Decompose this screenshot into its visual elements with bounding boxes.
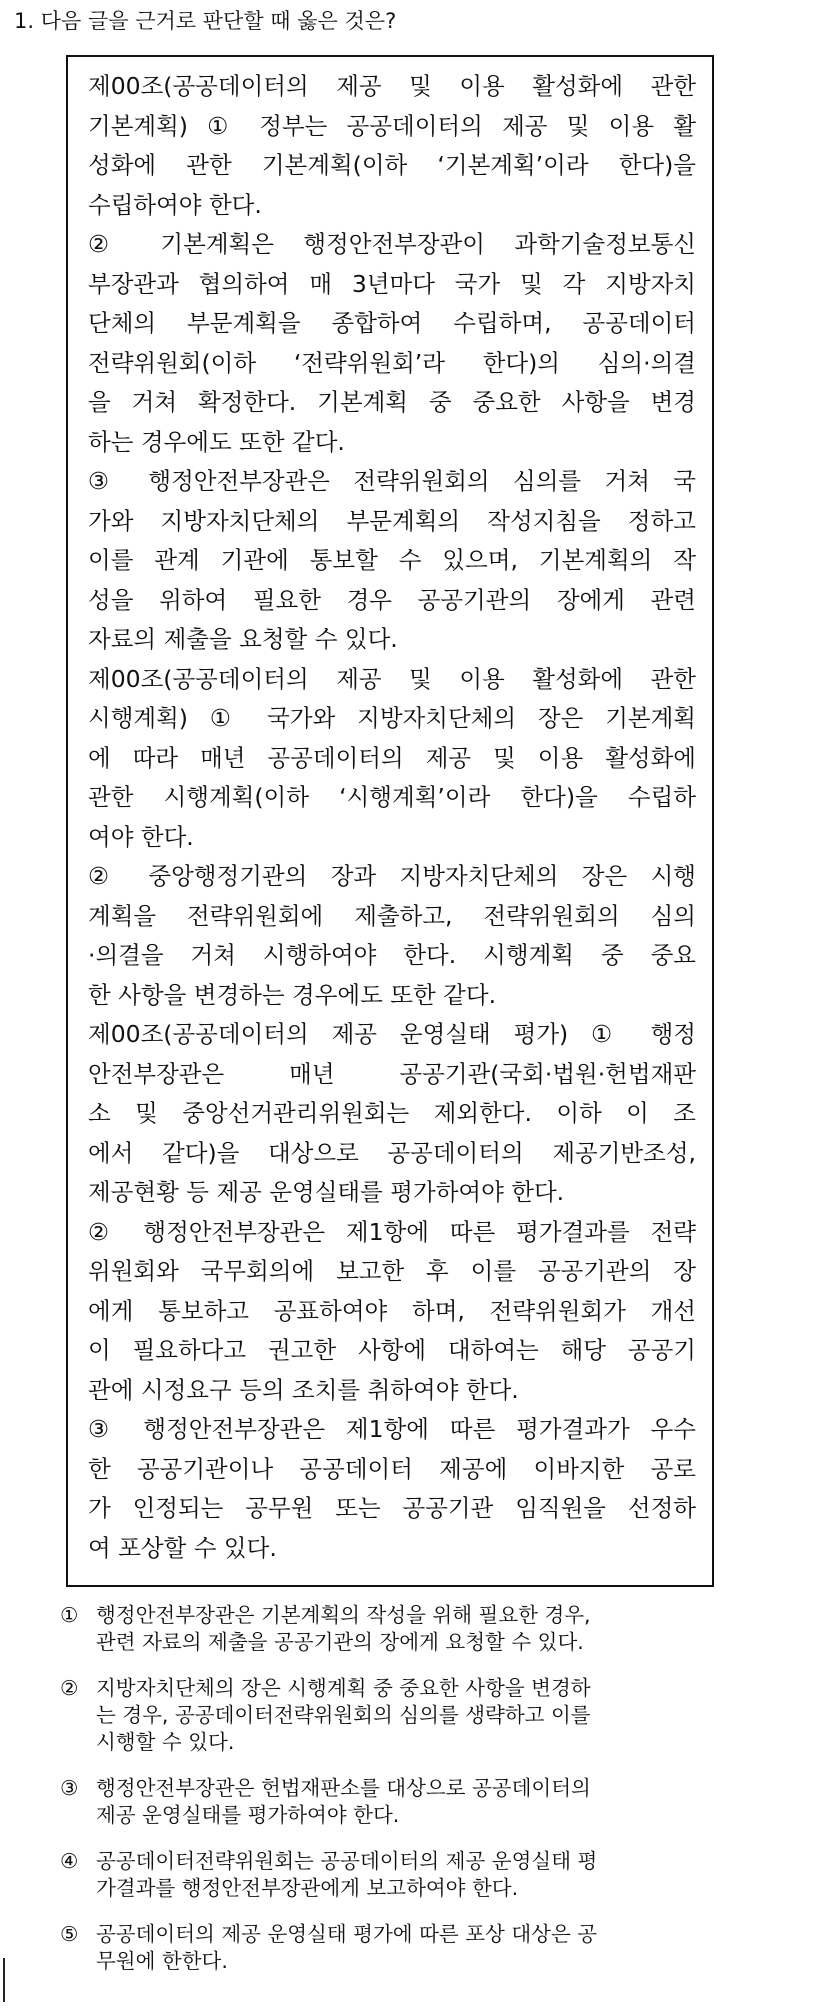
- choice-text: [96, 1848, 760, 1902]
- choice-2[interactable]: [60, 1675, 760, 1756]
- passage-line: 가와 지방자치단체의 부문계획의 작성지침을 정하고: [88, 506, 696, 535]
- passage-line: 이 필요하다고 권고한 사항에 대하여는 해당 공공기: [88, 1336, 696, 1364]
- passage-line: 하는 경우에도 또한 같다.: [88, 427, 345, 456]
- question-title: [14, 6, 814, 36]
- passage-line: 위원회와 국무회의에 보고한 후 이를 공공기관의 장: [88, 1257, 696, 1285]
- passage-line: 에 따라 매년 공공데이터의 제공 및 이용 활성화에: [88, 743, 696, 772]
- choice-text-line: 무원에 한한다.: [96, 1949, 228, 1973]
- passage-line: ② 행정안전부장관은 제1항에 따른 평가결과를 전략: [88, 1217, 696, 1246]
- text-cursor: [3, 1958, 5, 2002]
- passage-line: 전략위원회(이하 ‘전략위원회’라 한다)의 심의·의결: [88, 348, 696, 377]
- passage-line: 이를 관계 기관에 통보할 수 있으며, 기본계획의 작: [88, 546, 696, 574]
- passage-line: 관한 시행계획(이하 ‘시행계획’이라 한다)을 수립하: [88, 783, 696, 811]
- passage-line: 기본계획) ① 정부는 공공데이터의 제공 및 이용 활: [88, 111, 696, 140]
- choice-text-line: 시행할 수 있다.: [96, 1730, 235, 1754]
- passage-line: 가 인정되는 공무원 또는 공공기관 임직원을 선정하: [88, 1494, 696, 1522]
- choice-text-line: 행정안전부장관은 헌법재판소를 대상으로 공공데이터의: [96, 1776, 591, 1800]
- choice-number: ①: [60, 1603, 79, 1627]
- choice-text-line: 제공 운영실태를 평가하여야 한다.: [96, 1803, 400, 1827]
- question-number: 1.: [14, 9, 35, 33]
- passage-line: 소 및 중앙선거관리위원회는 제외한다. 이하 이 조: [88, 1099, 696, 1127]
- question-text: 다음 글을 근거로 판단할 때 옳은 것은?: [40, 9, 397, 33]
- passage-line: 단체의 부문계획을 종합하여 수립하며, 공공데이터: [88, 309, 696, 337]
- passage-line: 제00조(공공데이터의 제공 운영실태 평가) ① 행정: [88, 1020, 696, 1048]
- passage-line: 에게 통보하고 공표하여야 하며, 전략위원회가 개선: [88, 1296, 696, 1325]
- passage-line: 제00조(공공데이터의 제공 및 이용 활성화에 관한: [88, 664, 696, 693]
- choice-text-line: 공공데이터의 제공 운영실태 평가에 따른 포상 대상은 공: [96, 1922, 598, 1946]
- passage-line: 한 공공기관이나 공공데이터 제공에 이바지한 공로: [88, 1454, 696, 1483]
- passage-line: 에서 같다)을 대상으로 공공데이터의 제공기반조성,: [88, 1138, 696, 1167]
- choice-text-line: 공공데이터전략위원회는 공공데이터의 제공 운영실태 평: [96, 1849, 598, 1873]
- choice-5[interactable]: [60, 1921, 760, 1975]
- passage-line: 을 거쳐 확정한다. 기본계획 중 중요한 사항을 변경: [88, 388, 696, 416]
- passage-line: 관에 시정요구 등의 조치를 취하여야 한다.: [88, 1375, 519, 1404]
- choice-1[interactable]: [60, 1602, 760, 1656]
- choice-number: ⑤: [60, 1922, 79, 1946]
- choice-text-line: 지방자치단체의 장은 시행계획 중 중요한 사항을 변경하: [96, 1676, 591, 1700]
- choice-text: [96, 1921, 760, 1975]
- passage-line: 계획을 전략위원회에 제출하고, 전략위원회의 심의: [88, 901, 696, 930]
- passage-line: 여 포상할 수 있다.: [88, 1533, 277, 1562]
- choice-text: [96, 1775, 760, 1829]
- passage-line: 한 사항을 변경하는 경우에도 또한 같다.: [88, 980, 497, 1009]
- passage-line: ② 기본계획은 행정안전부장관이 과학기술정보통신: [88, 230, 696, 258]
- passage-line: ② 중앙행정기관의 장과 지방자치단체의 장은 시행: [88, 862, 696, 890]
- passage-line: 여야 한다.: [88, 822, 194, 851]
- passage-line: 안전부장관은 매년 공공기관(국회·법원·헌법재판: [88, 1059, 696, 1088]
- passage-line: 자료의 제출을 요청할 수 있다.: [88, 625, 398, 653]
- passage-line: 부장관과 협의하여 매 3년마다 국가 및 각 지방자치: [88, 269, 696, 298]
- choice-text-line: 가결과를 행정안전부장관에게 보고하여야 한다.: [96, 1876, 519, 1900]
- passage-line: 시행계획) ① 국가와 지방자치단체의 장은 기본계획: [88, 704, 696, 732]
- choice-number: ③: [60, 1776, 79, 1800]
- choice-text: [96, 1602, 760, 1656]
- passage-line: 제00조(공공데이터의 제공 및 이용 활성화에 관한: [88, 72, 696, 100]
- choice-number: ④: [60, 1849, 79, 1873]
- passage-line: ③ 행정안전부장관은 전략위원회의 심의를 거쳐 국: [88, 467, 696, 495]
- choice-text-line: 는 경우, 공공데이터전략위원회의 심의를 생략하고 이를: [96, 1703, 591, 1727]
- choice-number: ②: [60, 1676, 79, 1700]
- choice-4[interactable]: [60, 1848, 760, 1902]
- passage-line: 성화에 관한 기본계획(이하 ‘기본계획’이라 한다)을: [88, 151, 696, 179]
- choice-3[interactable]: [60, 1775, 760, 1829]
- choice-text: [96, 1675, 760, 1756]
- passage-box: [66, 55, 714, 1587]
- passage-line: ·의결을 거쳐 시행하여야 한다. 시행계획 중 중요: [88, 941, 696, 969]
- passage-line: 제공현황 등 제공 운영실태를 평가하여야 한다.: [88, 1178, 565, 1206]
- passage-line: ③ 행정안전부장관은 제1항에 따른 평가결과가 우수: [88, 1415, 696, 1443]
- answer-choices: [60, 1602, 760, 1994]
- passage-line: 수립하여야 한다.: [88, 190, 262, 219]
- choice-text-line: 행정안전부장관은 기본계획의 작성을 위해 필요한 경우,: [96, 1603, 591, 1627]
- passage-line: 성을 위하여 필요한 경우 공공기관의 장에게 관련: [88, 585, 696, 614]
- choice-text-line: 관련 자료의 제출을 공공기관의 장에게 요청할 수 있다.: [96, 1630, 584, 1654]
